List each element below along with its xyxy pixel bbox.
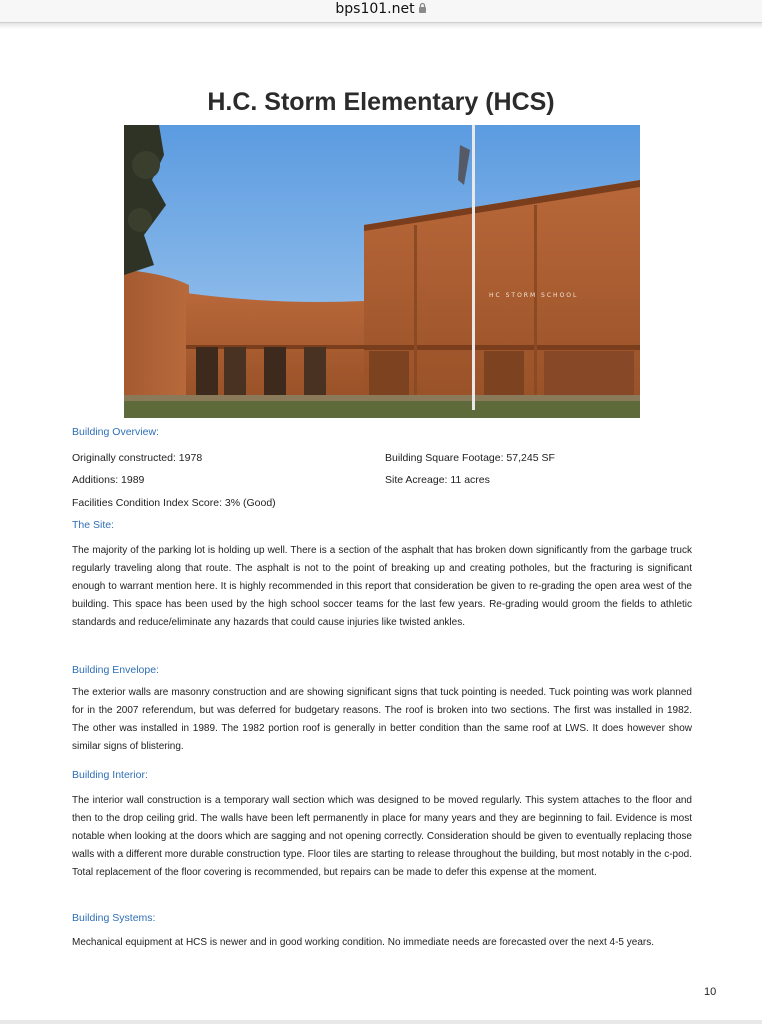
page-number: 10 (704, 986, 717, 998)
envelope-paragraph: The exterior walls are masonry construction and are showing significant signs that tuck pointing is needed. Tuck pointing was work planned for in the 2007 referendum, but was deferred for budgetary reasons. The roof is broken into two sections. The first was installed in 1982. The other was installed in 1989. The 1982 portion roof is generally in better condition than the same roof at LWS. It does however show similar signs of blistering. (72, 687, 692, 752)
interior-heading: Building Interior: (72, 769, 148, 781)
lock-icon (418, 1, 427, 17)
systems-paragraph: Mechanical equipment at HCS is newer and in good working condition. No immediate needs are forecasted over the next 4-5 years. (72, 937, 654, 948)
constructed-year: Originally constructed: 1978 (72, 452, 203, 464)
site-acreage: Site Acreage: 11 acres (385, 474, 490, 486)
envelope-heading: Building Envelope: (72, 664, 159, 676)
square-footage: Building Square Footage: 57,245 SF (385, 452, 555, 464)
site-heading: The Site: (72, 519, 115, 531)
url-text: bps101.net (335, 1, 415, 17)
browser-address-bar[interactable] (0, 0, 762, 23)
toolbar-shadow (0, 23, 762, 29)
interior-paragraph: The interior wall construction is a temporary wall section which was designed to be moved regularly. This system attaches to the floor and then to the drop ceiling grid. The walls have been left permanently in place for many years and they are beginning to fail. Evidence is most notable when looking at the doors which are sagging and not opening correctly. Consideration should be given to eventually replacing those walls with a different more durable construction type. Floor tiles are starting to release throughout the building, but most notably in the c-pod. Total replacement of the floor covering is recommended, but repairs can be made to defer this expense at the moment. (72, 795, 692, 878)
systems-heading: Building Systems: (72, 912, 156, 924)
overview-heading: Building Overview: (72, 426, 159, 438)
building-sign: HC STORM SCHOOL (489, 292, 579, 299)
site-paragraph: The majority of the parking lot is holding up well. There is a section of the asphalt that has broken down significantly from the garbage truck regularly traveling along that route. The asphalt is not to the point of breaking up and creating potholes, but the fracturing is significant enough to warrant mention here. It is highly recommended in this report that consideration be given to re-grading the open area west of the building. This space has been used by the high school soccer teams for the last few years. Re-grading would groom the fields to athletic standards and reduce/eliminate any hazards that could cause injuries like twisted ankles. (72, 545, 692, 628)
additions-year: Additions: 1989 (72, 474, 145, 486)
page-title: H.C. Storm Elementary (HCS) (207, 88, 555, 116)
url-display[interactable] (0, 1, 762, 17)
school-building-photo (124, 125, 640, 418)
page-bottom-edge (0, 1020, 762, 1024)
fci-score: Facilities Condition Index Score: 3% (Good) (72, 497, 276, 509)
